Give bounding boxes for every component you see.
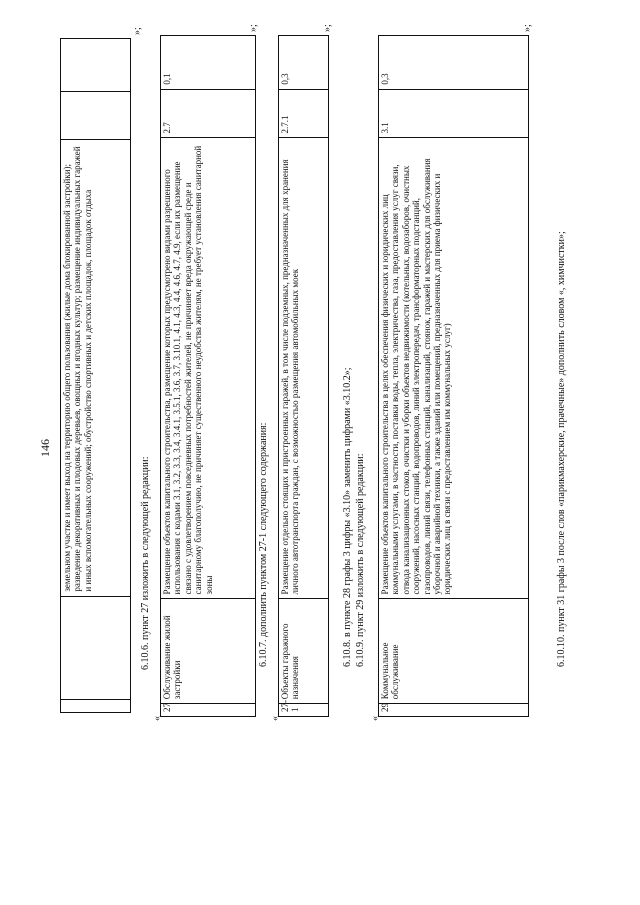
- closing-quote: »;: [322, 24, 333, 32]
- cell-description: земельном участке и имеет выход на территорию общего пользования (жилые дома блокированной застройки); разведение декоративных и плодовых деревьев, овощных и ягодных культур; размещение индивидуальных гаражей и иных вспомогательных сооружений; обустройство спортивных и детских площадок, площадок отдыха: [61, 140, 131, 596]
- paragraph-6-10-7: 6.10.7. дополнить пунктом 27-1 следующего содержания:: [258, 422, 269, 667]
- closing-quote: »;: [522, 24, 533, 32]
- cell-value: [61, 39, 131, 92]
- closing-quote: »;: [248, 24, 259, 32]
- cell-name: Коммунальное обслуживание: [379, 599, 529, 704]
- cell-description: Размещение объектов капитального строительства в целях обеспечения физических и юридических лиц коммунальными услугами, в частности, поставки воды, тепла, электричества, газа, предоставления услуг связи, отвода канализационных стоков, очистки и уборки объектов недвижимости (котельных, водозаборов, очистных сооружений, насосных станций, водопроводов, линий электропередач, трансформаторных подстанций, газопроводов, линий связи, телефонных станций, канализаций, стоянок, гаражей и мастерских для обслуживания уборочной и аварийной техники, а также зданий или помещений, предназначенных для приема физических и юридических лиц в связи с предоставлением им коммунальных услуг): [379, 138, 529, 599]
- cell-value: 0,1: [161, 36, 256, 90]
- paragraph-6-10-8: 6.10.8. в пункте 28 графы 3 цифры «3.10» заменить цифрами «3.10.2»;: [342, 367, 353, 667]
- cell-value: 0,3: [279, 36, 329, 90]
- paragraph-6-10-6: 6.10.6. пункт 27 изложить в следующей редакции:: [140, 456, 151, 670]
- table-row-continuation: [60, 38, 131, 713]
- cell-num: 27-1: [279, 704, 329, 717]
- cell-num: [61, 700, 131, 713]
- cell-code: 2.7.1: [279, 89, 329, 138]
- closing-quote: »;: [132, 27, 143, 35]
- cell-value: 0,3: [379, 36, 529, 90]
- cell-code: 3.1: [379, 89, 529, 138]
- paragraph-6-10-10: 6.10.10. пункт 31 графы 3 после слов «парикмахерские, прачечные» дополнить словом «, химчистки»;: [556, 231, 567, 667]
- cell-num: 29: [379, 704, 529, 717]
- cell-description: Размещение отдельно стоящих и пристроенных гаражей, в том числе подземных, предназначенных для хранения личного автотранспорта граждан, с возможностью размещения автомобильных моек: [279, 138, 329, 599]
- opening-quote: «: [370, 716, 381, 721]
- cell-num: 27: [161, 704, 256, 717]
- opening-quote: «: [270, 716, 281, 721]
- page-number: 146: [38, 439, 52, 457]
- paragraph-6-10-9: 6.10.9. пункт 29 изложить в следующей редакции:: [355, 453, 366, 667]
- cell-description: Размещение объектов капитального строительства, размещение которых предусмотрено видами разрешенного использования с кодами 3.1, 3.2, 3.3, 3.4, 3.4.1, 3.5.1, 3.6, 3.7, 3.10.1, 4.1, 4.3, 4.4, 4.6, 4.7, 4.9, если их размещение связано с удовлетворением повседневных потребностей жителей, не причиняет вреда окружающей среде и санитарному благополучию, не причиняет существенного неудобства жителям, не требует установления санитарной зоны: [161, 138, 256, 599]
- table-row-29: [378, 35, 529, 717]
- cell-code: 2.7: [161, 89, 256, 138]
- table-row-27-1: [278, 35, 329, 717]
- table-row-27: [160, 35, 256, 717]
- cell-name: [61, 596, 131, 700]
- cell-name: Обслуживание жилой застройки: [161, 599, 256, 704]
- opening-quote: «: [152, 716, 163, 721]
- cell-name: Объекты гаражного назначения: [279, 599, 329, 704]
- cell-code: [61, 92, 131, 140]
